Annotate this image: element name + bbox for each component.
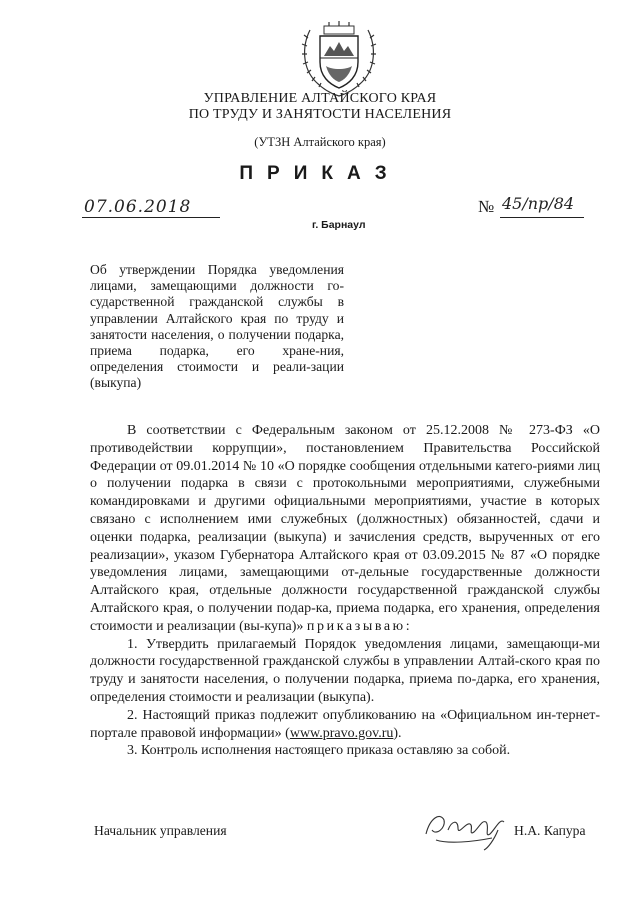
preamble-text: В соответствии с Федеральным законом от 25.12.2008 № 273-ФЗ «О противодействии коррупции», постановлением Правительства Российской Федерации от 09.01.2014 № 10 «О порядке сообщения отдельными катего-риями лиц о получении подарка в связи с протокольными мероприятиями, служебными командировками и другими официальными мероприятиями, участие в которых связано с исполнением ими служебных (должностных) обязанностей, сдачи и оценки подарка, реализации (выкупа) и зачисления средств, вырученных от его реализации», указом Губернатора Алтайского края от 03.09.2015 № 87 «О порядке уведомления лицами, замещающими от-дельные государственные должности Алтайского края, отдельные должности государственной гражданской службы Алтайского края, о получении подар-ка, приема подарка, его хранения, определения стоимости и реализации (вы-купа)» [90,423,600,634]
preamble-paragraph [90,422,600,636]
item-1: 1. Утвердить прилагаемый Порядок уведомления лицами, замещающи-ми должности государственной гражданской службы в управлении Алтай-ского края по труду и занятости населения, о получении подарка, приема по-дарка, его хранения, определения стоимости и реализации (выкупа). [90,636,600,705]
item-2-suffix: ). [393,725,402,741]
order-subject: Об утверждении Порядка уведомления лицами, замещающими должности го-сударственной гражданской службы в управлении Алтайского края по труду и занятости населения, о получении подарка, приема подарка, его хране-ния, определения стоимости и реали-зации (выкупа) [90,262,344,391]
item-2 [90,707,600,743]
number-underline [500,217,584,218]
document-title: ПРИКАЗ [239,163,401,184]
order-number: 45/пр/84 [502,194,575,213]
order-date: 07.06.2018 [84,197,192,217]
city: г. Барнаул [312,219,366,231]
item-3: 3. Контроль исполнения настоящего приказа оставляю за собой. [127,743,511,759]
coat-of-arms-icon [296,18,382,100]
pravo-link[interactable]: www.pravo.gov.ru [289,725,394,741]
date-underline [82,217,220,218]
organization-name-line-1: УПРАВЛЕНИЕ АЛТАЙСКОГО КРАЯ [203,91,437,106]
order-body [90,422,600,760]
item-2-text: 2. Настоящий приказ подлежит опубликованию на «Официальном ин-тернет-портале правовой информации» ( [90,707,600,741]
organization-abbreviation: (УТЗН Алтайского края) [254,135,386,149]
signer-position: Начальник управления [94,823,227,838]
signer-name: Н.А. Капура [514,823,586,838]
order-word: приказываю: [306,618,413,634]
signature-icon [418,800,518,854]
organization-name-line-2: ПО ТРУДУ И ЗАНЯТОСТИ НАСЕЛЕНИЯ [188,107,452,122]
number-sign: № [478,197,495,216]
